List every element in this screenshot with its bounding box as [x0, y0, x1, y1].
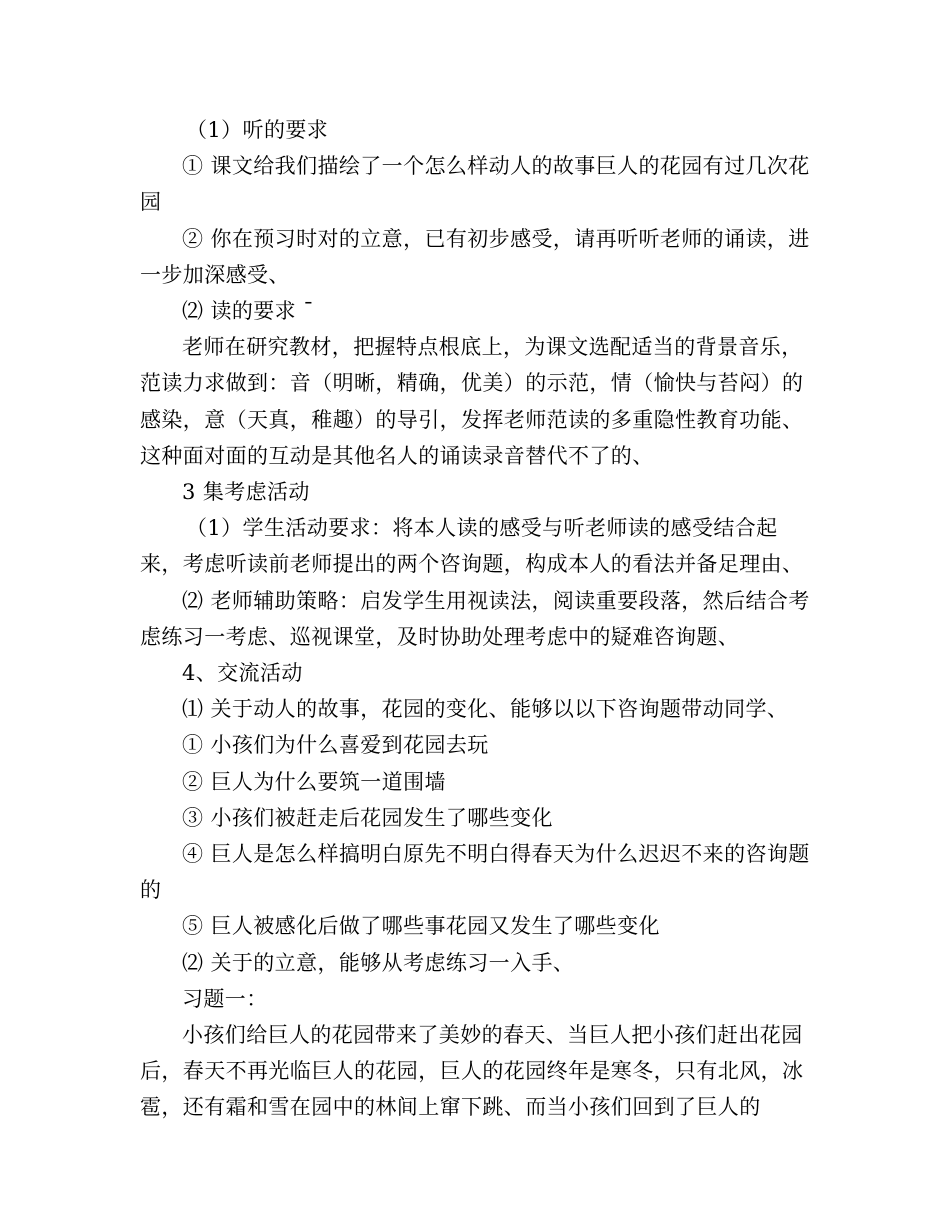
paragraph-question-2: ② 你在预习时对的立意，已有初步感受，请再听听老师的诵读，进一步加深感受、	[140, 226, 810, 287]
paragraph-theme: ⑵ 关于的立意，能够从考虑练习一入手、	[182, 950, 575, 975]
paragraph-item-1: ① 小孩们为什么喜爱到花园去玩	[182, 733, 489, 758]
paragraph-exercise-one: 习题一：	[182, 986, 268, 1011]
paragraph-exercise-text: 小孩们给巨人的花园带来了美妙的春天、当巨人把小孩们赶出花园后，春天不再光临巨人的花园，巨人的花园终年是寒冬，只有北风，冰雹，还有霜和雪在园中的林间上窜下跳、而当小孩们回到了巨人的	[140, 1023, 804, 1120]
paragraph-thinking-activity: 3 集考虑活动	[182, 480, 310, 505]
paragraph-teacher-reading: 老师在研究教材，把握特点根底上，为课文选配适当的背景音乐，范读力求做到：音（明晰，精确，优美）的示范，情（愉快与苔闷）的感染，意（天真，稚趣）的导引，发挥老师范读的多重隐性教育功能、这种面对面的互动是其他名人的诵读录音替代不了的、	[140, 335, 804, 468]
document-body	[140, 112, 812, 1126]
paragraph-exchange-activity: 4、交流活动	[182, 661, 303, 686]
paragraph-teacher-strategy: ⑵ 老师辅助策略：启发学生用视读法，阅读重要段落，然后结合考虑练习一考虑、巡视课堂，及时协助处理考虑中的疑难咨询题、	[140, 588, 810, 649]
paragraph-student-activity: （1）学生活动要求：将本人读的感受与听老师读的感受结合起来，考虑听读前老师提出的两个咨询题，构成本人的看法并备足理由、	[140, 516, 804, 577]
paragraph-story-changes: ⑴ 关于动人的故事，花园的变化、能够以以下咨询题带动同学、	[182, 697, 789, 722]
paragraph-item-2: ② 巨人为什么要筑一道围墙	[182, 769, 446, 794]
paragraph-item-4: ④ 巨人是怎么样搞明白原先不明白得春天为什么迟迟不来的咨询题的	[140, 842, 810, 903]
paragraph-item-5: ⑤ 巨人被感化后做了哪些事花园又发生了哪些变化	[182, 914, 660, 939]
paragraph-item-3: ③ 小孩们被赶走后花园发生了哪些变化	[182, 805, 553, 830]
paragraph-listening-requirements: （1）听的要求	[186, 118, 329, 142]
paragraph-question-1: ① 课文给我们描绘了一个怎么样动人的故事巨人的花园有过几次花园	[140, 154, 810, 215]
paragraph-reading-requirements: ⑵ 读的要求 ¯	[182, 299, 315, 324]
